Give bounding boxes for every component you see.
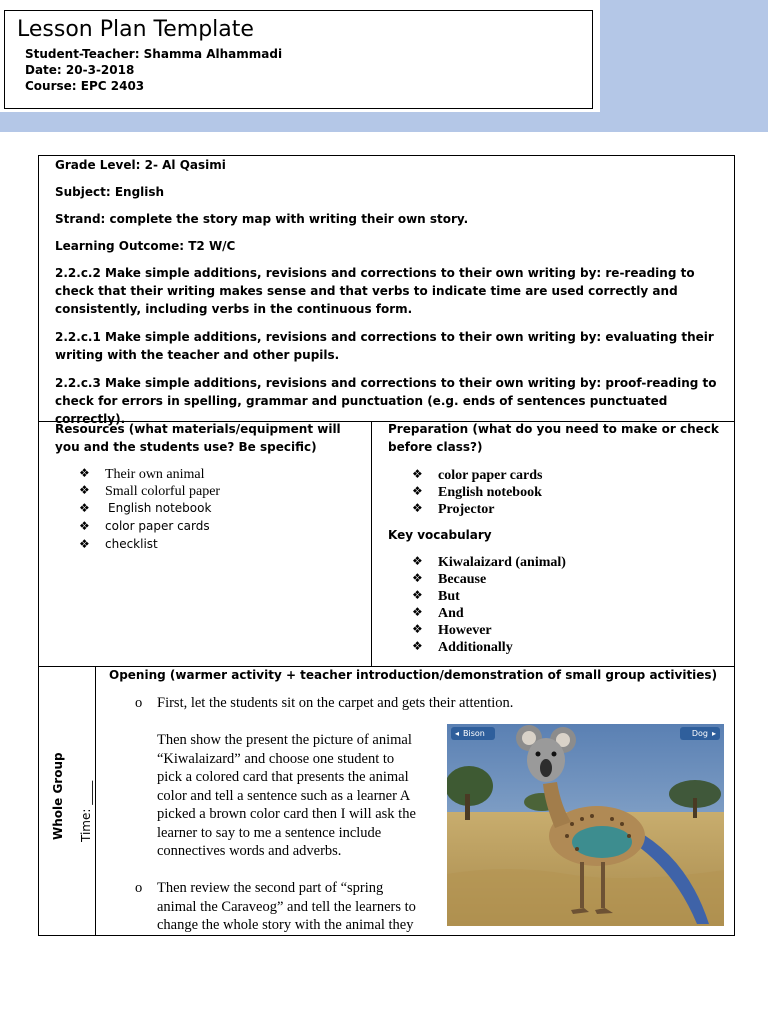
column-divider [95, 666, 96, 936]
opening-heading: Opening (warmer activity + teacher introduction/demonstration of small group activities) [109, 668, 718, 682]
list-item: ❖ English notebook [79, 501, 212, 515]
opening-paragraph: Then show the present the picture of animal “Kiwalaizard” and choose one student to pick a colored card that presents the animal color and tell a sentence such as a learner A picked a brown color card then I will ask the learner to say to me a sentence include connectives words and adverbs. [157, 732, 416, 859]
outcome-item: 2.2.c.1 Make simple additions, revisions and corrections to their own writing by: evaluating their writing with the teacher and other pupils. [55, 330, 714, 362]
learning-outcome: Learning Outcome: T2 W/C [55, 239, 236, 253]
preparation-heading: Preparation (what do you need to make or check before class?) [388, 422, 719, 454]
outcome-item: 2.2.c.3 Make simple additions, revisions and corrections to their own writing by: proof-reading to check for errors in spelling, grammar and punctuation (e.g. ends of sentences punctuated correctly). [55, 376, 717, 426]
list-item: ❖ color paper cards [79, 519, 210, 533]
list-item: ❖ Kiwalaizard (animal) [412, 554, 566, 570]
lesson-plan-table [38, 155, 735, 936]
outcome-item: 2.2.c.2 Make simple additions, revisions and corrections to their own writing by: re-reading to check that their writing makes sense and that verbs to indicate time are used correctly and consistently, including verbs in the continuous form. [55, 266, 695, 316]
preparation-list [412, 466, 542, 517]
header-accent-strip [0, 112, 768, 132]
subject: Subject: English [55, 185, 165, 199]
time-label: Time: ____ [79, 780, 93, 842]
kiwalaizard-picture [447, 724, 724, 926]
list-item: ❖ color paper cards [412, 467, 543, 483]
opening-step-2: Then review the second part of “spring animal the Caraveog” and tell the learners to change the whole story with the animal they [157, 880, 416, 933]
list-item: ❖ But [412, 588, 460, 604]
grade-level: Grade Level: 2- Al Qasimi [55, 158, 226, 172]
list-item: ❖ Because [412, 571, 487, 587]
bullet-marker: o [135, 695, 143, 711]
page-title: Lesson Plan Template [17, 17, 254, 42]
key-vocabulary-heading: Key vocabulary [388, 528, 492, 542]
resources-list [79, 465, 220, 553]
list-item: ❖ Their own animal [79, 466, 205, 482]
vocabulary-list [412, 553, 566, 655]
list-item: ❖ English notebook [412, 484, 542, 500]
list-item: ❖ Projector [412, 501, 495, 517]
list-item: ❖ And [412, 605, 464, 621]
student-teacher: Student-Teacher: Shamma Alhammadi [25, 47, 283, 61]
list-item: ❖ checklist [79, 537, 158, 551]
date: Date: 20-3-2018 [25, 63, 135, 77]
list-item: ❖ Small colorful paper [79, 483, 221, 499]
bullet-marker: o [135, 880, 143, 896]
list-item: ❖ Additionally [412, 639, 513, 655]
header-box [4, 10, 593, 109]
resources-heading: Resources (what materials/equipment will you and the students use? Be specific) [55, 422, 341, 454]
column-divider [371, 421, 372, 666]
strand: Strand: complete the story map with writing their own story. [55, 212, 469, 226]
whole-group-label: Whole Group [51, 752, 65, 840]
dog-button[interactable]: Dog ▸ [680, 727, 720, 740]
course: Course: EPC 2403 [25, 79, 145, 93]
list-item: ❖ However [412, 622, 492, 638]
bison-button[interactable]: ◂ Bison [451, 727, 495, 740]
opening-step-1: First, let the students sit on the carpet and gets their attention. [157, 695, 514, 711]
